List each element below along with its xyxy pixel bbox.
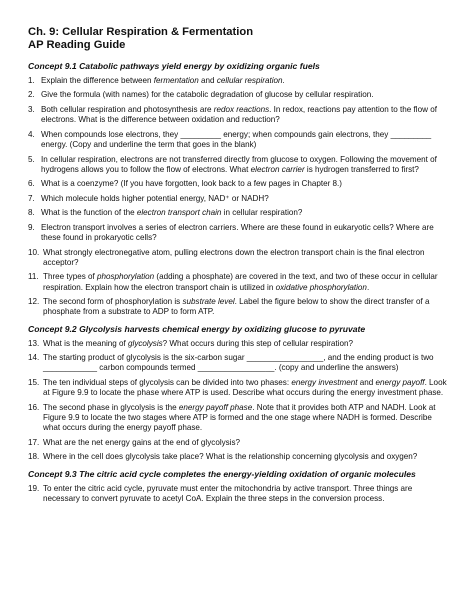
question-item <box>28 155 450 176</box>
question-text-run: . <box>282 76 285 85</box>
question-term: energy investment <box>291 377 358 387</box>
question-item <box>28 76 450 86</box>
question-text: When compounds lose electrons, they _________ energy; when compounds gain electrons, they _________ energy. (Copy and underline the term that goes in the blank) <box>41 129 432 150</box>
question-item <box>28 105 450 126</box>
question-text-run: in cellular respiration? <box>221 208 303 218</box>
question-text <box>43 378 450 399</box>
worksheet-content <box>28 61 450 504</box>
question-number: 8. <box>28 208 35 218</box>
question-text <box>41 76 450 86</box>
page-title: Ch. 9: Cellular Respiration & Fermentation <box>28 26 254 38</box>
question-text: Which molecule holds higher potential energy, NAD⁺ or NADH? <box>41 193 269 203</box>
question-item <box>28 272 450 293</box>
question-item <box>28 438 450 448</box>
question-item <box>28 484 450 505</box>
question-number: 10. <box>28 247 40 257</box>
question-number: 16. <box>28 402 40 412</box>
question-number: 3. <box>28 104 35 114</box>
question-text <box>43 297 450 318</box>
question-number: 17. <box>28 437 40 447</box>
question-text-run: is hydrogen transferred to first? <box>304 164 419 174</box>
question-text: The starting product of glycolysis is the six-carbon sugar _________________, and the ending product is two ____________ carbon compounds termed _________________. (copy and underline the answers) <box>43 353 434 373</box>
question-term: substrate level <box>182 297 235 307</box>
question-term: oxidative phosphorylation <box>275 282 367 292</box>
question-item <box>28 248 450 269</box>
question-item <box>28 90 450 100</box>
question-number: 9. <box>28 222 35 232</box>
question-text <box>43 272 450 293</box>
question-text-run: and <box>357 377 376 387</box>
question-number: 4. <box>28 129 35 139</box>
question-text-run: . <box>366 282 370 292</box>
question-item <box>28 378 450 399</box>
question-text: Where in the cell does glycolysis take place? What is the relationship concerning glycolysis and oxygen? <box>43 452 418 462</box>
question-text <box>41 155 450 176</box>
question-term: phosphorylation <box>97 272 155 282</box>
question-item <box>28 297 450 318</box>
question-text <box>43 403 450 434</box>
question-number: 14. <box>28 353 40 363</box>
question-term: energy payoff <box>375 377 425 387</box>
question-text-run: . Look at Figure 9.9 to locate the phase where ATP is used. Describe what occurs during the energy investment phase. <box>43 377 447 398</box>
question-text: What strongly electronegative atom, pulling electrons down the electron transport chain is the final electron acceptor? <box>43 247 425 267</box>
question-term: energy payoff phase <box>178 402 253 412</box>
question-number: 2. <box>28 90 35 100</box>
question-text-run: Explain the difference between <box>41 76 154 85</box>
question-term: fermentation <box>153 76 199 85</box>
question-item <box>28 353 450 374</box>
question-item <box>28 339 450 349</box>
question-text-run: Both cellular respiration and photosynthesis are <box>41 104 214 114</box>
question-text-run: ? What occurs during this step of cellular respiration? <box>162 338 353 348</box>
concept-heading: Concept 9.1 Catabolic pathways yield energy by oxidizing organic fuels <box>28 61 320 71</box>
question-number: 11. <box>28 272 39 282</box>
question-item <box>28 452 450 462</box>
page-subtitle: AP Reading Guide <box>28 39 126 51</box>
question-text-run: The second phase in glycolysis is the <box>43 402 179 412</box>
question-text-run: . Label the figure below to show the direct transfer of a phosphate from a substrate to ADP to form ATP. <box>43 297 430 317</box>
question-item <box>28 130 450 151</box>
question-term: cellular respiration <box>216 76 283 85</box>
concept-heading: Concept 9.3 The citric acid cycle completes the energy-yielding oxidation of organic molecules <box>28 468 416 479</box>
question-text: Electron transport involves a series of electron carriers. Where are these found in eukaryotic cells? Where are these found in prokaryotic cells? <box>41 222 434 243</box>
question-item <box>28 194 450 204</box>
question-text: What is a coenzyme? (If you have forgotten, look back to a few pages in Chapter 8.) <box>41 179 342 189</box>
question-item <box>28 208 450 218</box>
question-number: 18. <box>28 452 40 462</box>
question-text-run: (adding a phosphate) are covered in the text, and two of these occur in cellular respiration. Explain how the electron transport chain is utilized in <box>43 272 438 292</box>
question-term: glycolysis <box>128 338 163 348</box>
question-term: redox reactions <box>213 104 270 114</box>
question-number: 7. <box>28 193 35 203</box>
question-text-run: . Note that it provides both ATP and NADH. Look at Figure 9.9 to locate the two stages where ATP is formed and the one stage where NADH is formed. Describe what occurs during the energy payoff phase. <box>43 402 436 433</box>
question-text-run: Three types of <box>43 272 97 282</box>
concept-heading: Concept 9.2 Glycolysis harvests chemical energy by oxidizing glucose to pyruvate <box>28 323 366 334</box>
question-text-run: What is the meaning of <box>43 338 129 348</box>
question-text: Give the formula (with names) for the catabolic degradation of glucose by cellular respiration. <box>41 90 374 100</box>
question-item <box>28 403 450 434</box>
question-term: electron carrier <box>250 164 305 174</box>
question-text <box>43 339 450 349</box>
question-text-run: In cellular respiration, electrons are not transferred directly from glucose to oxygen. Following the movement of hydrogens allows you to follow the flow of electrons. What <box>41 154 437 174</box>
question-number: 1. <box>28 76 35 85</box>
question-text: What are the net energy gains at the end of glycolysis? <box>43 437 241 447</box>
question-number: 5. <box>28 154 35 164</box>
question-item <box>28 223 450 244</box>
question-term: electron transport chain <box>136 208 222 218</box>
question-number: 12. <box>28 297 40 307</box>
question-number: 13. <box>28 338 40 348</box>
question-text-run: . In redox, reactions pay attention to the flow of electrons. What is the difference between oxidation and reduction? <box>41 104 437 125</box>
question-number: 19. <box>28 483 40 493</box>
question-text-run: What is the function of the <box>41 208 137 218</box>
question-number: 6. <box>28 179 35 189</box>
question-text <box>41 208 450 218</box>
question-item <box>28 179 450 189</box>
question-text-run: and <box>198 76 217 85</box>
question-text-run: The ten individual steps of glycolysis can be divided into two phases: <box>43 377 292 387</box>
question-text-run: The second form of phosphorylation is <box>43 297 183 307</box>
question-text <box>41 105 450 126</box>
question-number: 15. <box>28 377 40 387</box>
question-text: To enter the citric acid cycle, pyruvate must enter the mitochondria by active transport. Three things are necessary to convert pyruvate to acetyl CoA. Explain the three steps in the conversion process. <box>43 483 413 503</box>
